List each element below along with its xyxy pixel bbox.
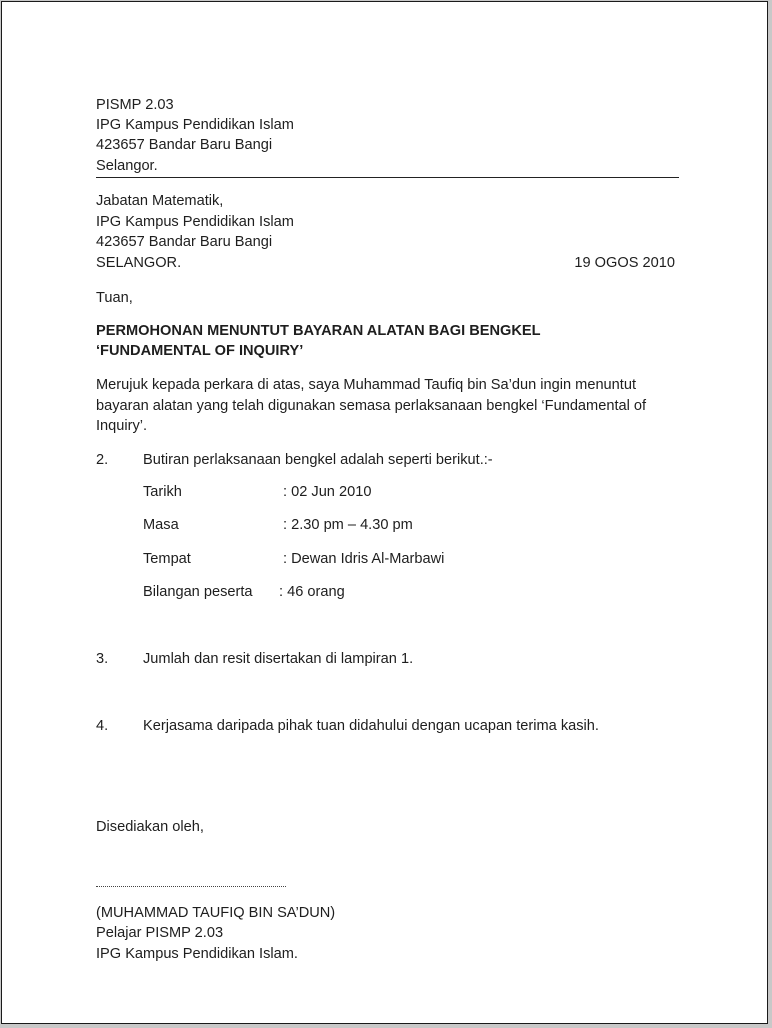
subject-line-1: PERMOHONAN MENUNTUT BAYARAN ALATAN BAGI BENGKEL: [96, 323, 541, 339]
letter-date: 19 OGOS 2010: [574, 255, 675, 271]
detail-label-tempat: Tempat: [143, 551, 191, 567]
item-text: Butiran perlaksanaan bengkel adalah seperti berikut.:-: [143, 452, 493, 468]
detail-value-bilangan: : 46 orang: [279, 584, 345, 600]
intro-paragraph: Merujuk kepada perkara di atas, saya Muhammad Taufiq bin Sa’dun ingin menuntut bayaran alatan yang telah digunakan semasa perlaksanaan bengkel ‘Fundamental of Inquiry’.: [96, 377, 647, 434]
sender-line-4: Selangor.: [96, 158, 158, 174]
signatory-name: (MUHAMMAD TAUFIQ BIN SA’DUN): [96, 905, 336, 921]
detail-value-tempat: : Dewan Idris Al-Marbawi: [283, 551, 445, 567]
detail-label-bilangan: Bilangan peserta: [143, 584, 253, 600]
item-number: 2.: [96, 452, 109, 468]
detail-label-tarikh: Tarikh: [143, 484, 182, 500]
item-text: Jumlah dan resit disertakan di lampiran 1.: [143, 651, 414, 667]
signatory-institution: IPG Kampus Pendidikan Islam.: [96, 946, 298, 962]
subject-line-2: ‘FUNDAMENTAL OF INQUIRY’: [96, 343, 304, 359]
recipient-line-2: IPG Kampus Pendidikan Islam: [96, 214, 294, 230]
recipient-line-1: Jabatan Matematik,: [96, 193, 224, 209]
sender-line-2: IPG Kampus Pendidikan Islam: [96, 117, 294, 133]
detail-value-tarikh: : 02 Jun 2010: [283, 484, 372, 500]
sender-line-3: 423657 Bandar Baru Bangi: [96, 137, 273, 153]
signature-line: [96, 886, 286, 887]
prepared-by: Disediakan oleh,: [96, 819, 204, 835]
item-number: 3.: [96, 651, 109, 667]
salutation: Tuan,: [96, 290, 133, 306]
recipient-line-3: 423657 Bandar Baru Bangi: [96, 234, 273, 250]
signatory-title: Pelajar PISMP 2.03: [96, 925, 224, 941]
header-divider: [96, 177, 679, 178]
detail-label-masa: Masa: [143, 517, 179, 533]
sender-line-1: PISMP 2.03: [96, 97, 174, 113]
item-number: 4.: [96, 718, 109, 734]
detail-value-masa: : 2.30 pm – 4.30 pm: [283, 517, 413, 533]
item-text: Kerjasama daripada pihak tuan didahului dengan ucapan terima kasih.: [143, 718, 599, 734]
letter-page: [1, 1, 768, 1024]
recipient-line-4: SELANGOR.: [96, 255, 182, 271]
